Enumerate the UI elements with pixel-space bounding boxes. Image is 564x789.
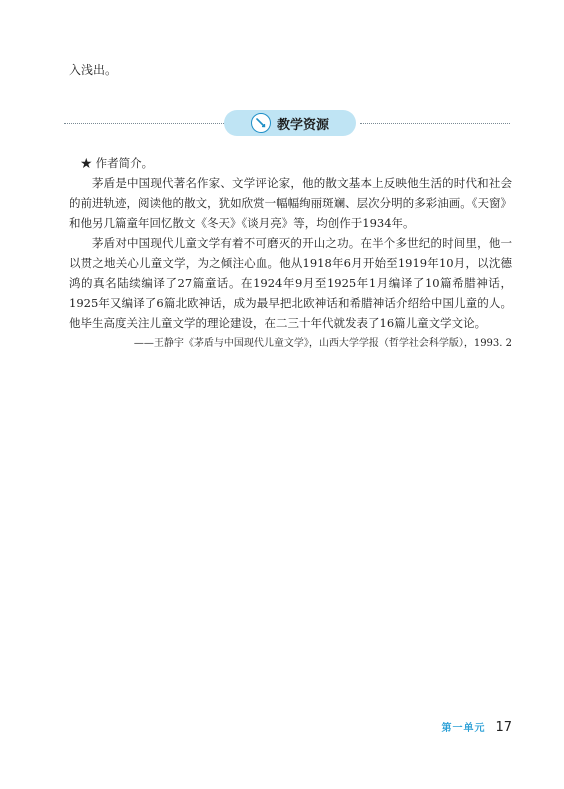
divider-left [64, 123, 224, 124]
citation: ——王静宇《茅盾与中国现代儿童文学》，山西大学学报（哲学社会科学版），1993. 2 [133, 338, 512, 349]
section-title: 教学资源 [276, 117, 329, 133]
divider-right [360, 123, 510, 124]
page-footer [441, 719, 512, 735]
unit-label: 第一单元 [441, 723, 486, 734]
teaching-resource-content [69, 153, 512, 353]
paragraph-1: 茅盾是中国现代著名作家、文学评论家，他的散文基本上反映他生活的时代和社会的前进轨迹，阅读他的散文，犹如欣赏一幅幅绚丽斑斓、层次分明的多彩油画。《天窗》和他另几篇童年回忆散文《冬天》《谈月亮》等，均创作于1934年。 [69, 176, 512, 230]
paragraph-2: 茅盾对中国现代儿童文学有着不可磨灭的开山之功。在半个多世纪的时间里，他一以贯之地关心儿童文学，为之倾注心血。他从1918年6月开始至1919年10月，以沈德鸿的真名陆续编译了27篇童话。在1924年9月至1925年1月编译了10篇希腊神话，1925年又编译了6篇北欧神话，成为最早把北欧神话和希腊神话介绍给中国儿童的人。他毕生高度关注儿童文学的理论建设，在二三十年代就发表了16篇儿童文学文论。 [69, 236, 512, 330]
page-number: 17 [495, 720, 512, 735]
section-badge [224, 110, 356, 136]
continuation-text: 入浅出。 [69, 63, 118, 77]
author-intro-heading: ★ 作者简介。 [80, 156, 154, 170]
pencil-icon [251, 113, 271, 133]
section-divider [64, 110, 510, 136]
